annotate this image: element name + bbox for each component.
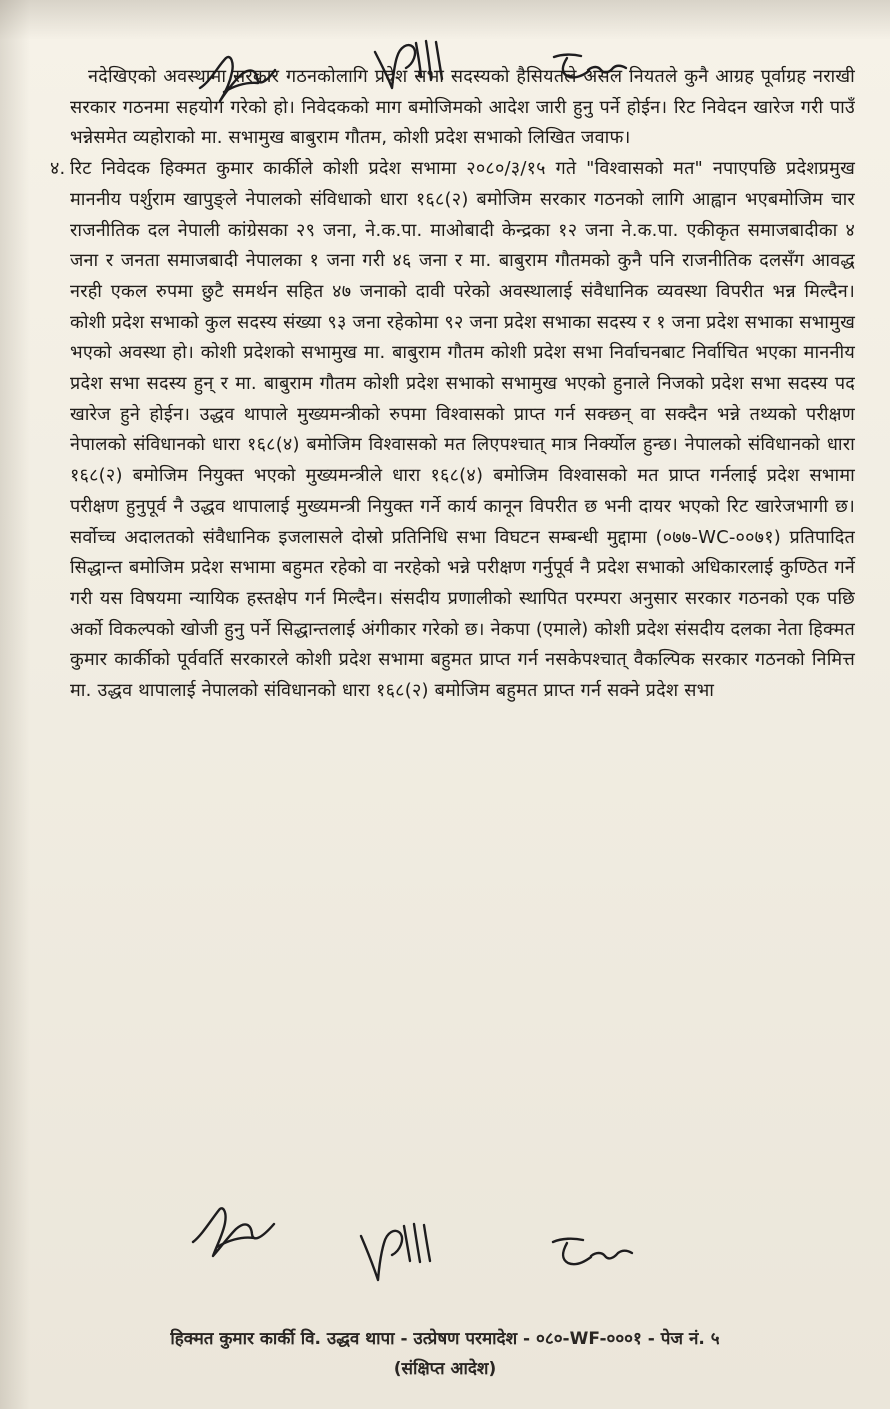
signature-bottom-right [545, 1228, 637, 1270]
paragraph-4 [50, 154, 855, 707]
paragraph-continued: नदेखिएको अवस्थामा सरकार गठनकोलागि प्रदेश सभा सदस्यको हैसियतले असल नियतले कुनै आग्रह पूर्वाग्रह नराखी सरकार गठनमा सहयोग गरेको हो। निवेदकको माग बमोजिमको आदेश जारी हुनु पर्ने होईन। रिट निवेदन खारेज गरी पाउँ भन्नेसमेत व्यहोराको मा. सभामुख बाबुराम गौतम, कोशी प्रदेश सभाको लिखित जवाफ। [70, 66, 855, 149]
document-body [50, 62, 855, 707]
signature-bottom-left [188, 1200, 280, 1262]
footer-case-title: हिक्मत कुमार कार्की वि. उद्धव थापा - उत्प्रेषण परमादेश - ०८०-WF-०००१ - पेज नं. ५ [170, 1329, 720, 1349]
signature-bottom-middle [355, 1212, 439, 1286]
paragraph-4-text: रिट निवेदक हिक्मत कुमार कार्कीले कोशी प्रदेश सभामा २०८०/३/१५ गते "विश्वासको मत" नपाएपछि प्रदेशप्रमुख माननीय पर्शुराम खापुङ्ले नेपालको संविधाको धारा १६८(२) बमोजिम सरकार गठनको लागि आह्वान भएबमोजिम चार राजनीतिक दल नेपाली कांग्रेसका २९ जना, ने.क.पा. माओबादी केन्द्रका १२ जना ने.क.पा. एकीकृत समाजबादीका ४ जना र जनता समाजबादी नेपालका १ जना गरी ४६ जना र मा. बाबुराम गौतमको कुनै पनि राजनीतिक दलसँग आवद्ध नरही एकल रुपमा छुटै समर्थन सहित ४७ जनाको दावी परेको अवस्थालाई संवैधानिक व्यवस्था विपरीत भन्न मिल्दैन। कोशी प्रदेश सभाको कुल सदस्य संख्या ९३ जना रहेकोमा ९२ जना प्रदेश सभाका सदस्य र १ जना प्रदेश सभाका सभामुख भएको अवस्था हो। कोशी प्रदेशको सभामुख मा. बाबुराम गौतम कोशी प्रदेश सभा निर्वाचनबाट निर्वाचित भएका माननीय प्रदेश सभा सदस्य हुन् र मा. बाबुराम गौतम कोशी प्रदेश सभाको सभामुख भएको हुनाले निजको प्रदेश सभा सदस्य पद खारेज हुने होईन। उद्धव थापाले मुख्यमन्त्रीको रुपमा विश्वासको प्राप्त गर्न सक्छन् वा सक्दैन भन्ने तथ्यको परीक्षण नेपालको संविधानको धारा १६८(४) बमोजिम विश्वासको मत लिएपश्चात् मात्र निर्क्योल हुन्छ। नेपालको संविधानको धारा १६८(२) बमोजिम नियुक्त भएको मुख्यमन्त्रीले धारा १६८(४) बमोजिम विश्वासको मत प्राप्त गर्नलाई प्रदेश सभामा परीक्षण हुनुपूर्व नै उद्धव थापालाई मुख्यमन्त्री नियुक्त गर्ने कार्य कानून विपरीत छ भनी दायर भएको रिट खारेजभागी छ। सर्वोच्च अदालतको संवैधानिक इजलासले दोस्रो प्रतिनिधि सभा विघटन सम्बन्धी मुद्दामा (०७७-WC-००७१) प्रतिपादित सिद्धान्त बमोजिम प्रदेश सभामा बहुमत रहेको वा नरहेको भन्ने परीक्षण गर्नुपूर्व नै प्रदेश सभाको अधिकारलाई कुण्ठित गर्ने गरी यस विषयमा न्यायिक हस्तक्षेप गर्न मिल्दैन। संसदीय प्रणालीको स्थापित परम्परा अनुसार सरकार गठनको एक पछि अर्को विकल्पको खोजी हुनु पर्ने सिद्धान्तलाई अंगीकार गरेको छ। नेकपा (एमाले) कोशी प्रदेश संसदीय दलका नेता हिक्मत कुमार कार्कीको पूर्ववर्ति सरकारले कोशी प्रदेश सभामा बहुमत प्राप्त गर्न नसकेपश्चात् वैकल्पिक सरकार गठनको निमित्त मा. उद्धव थापालाई नेपालको संविधानको धारा १६८(२) बमोजिम बहुमत प्राप्त गर्न सक्ने प्रदेश सभा [70, 158, 855, 702]
paragraph-4-number: ४. [50, 158, 66, 180]
footer-order-type: (संक्षिप्त आदेश) [393, 1359, 497, 1379]
page-shadow-left [0, 0, 30, 1409]
